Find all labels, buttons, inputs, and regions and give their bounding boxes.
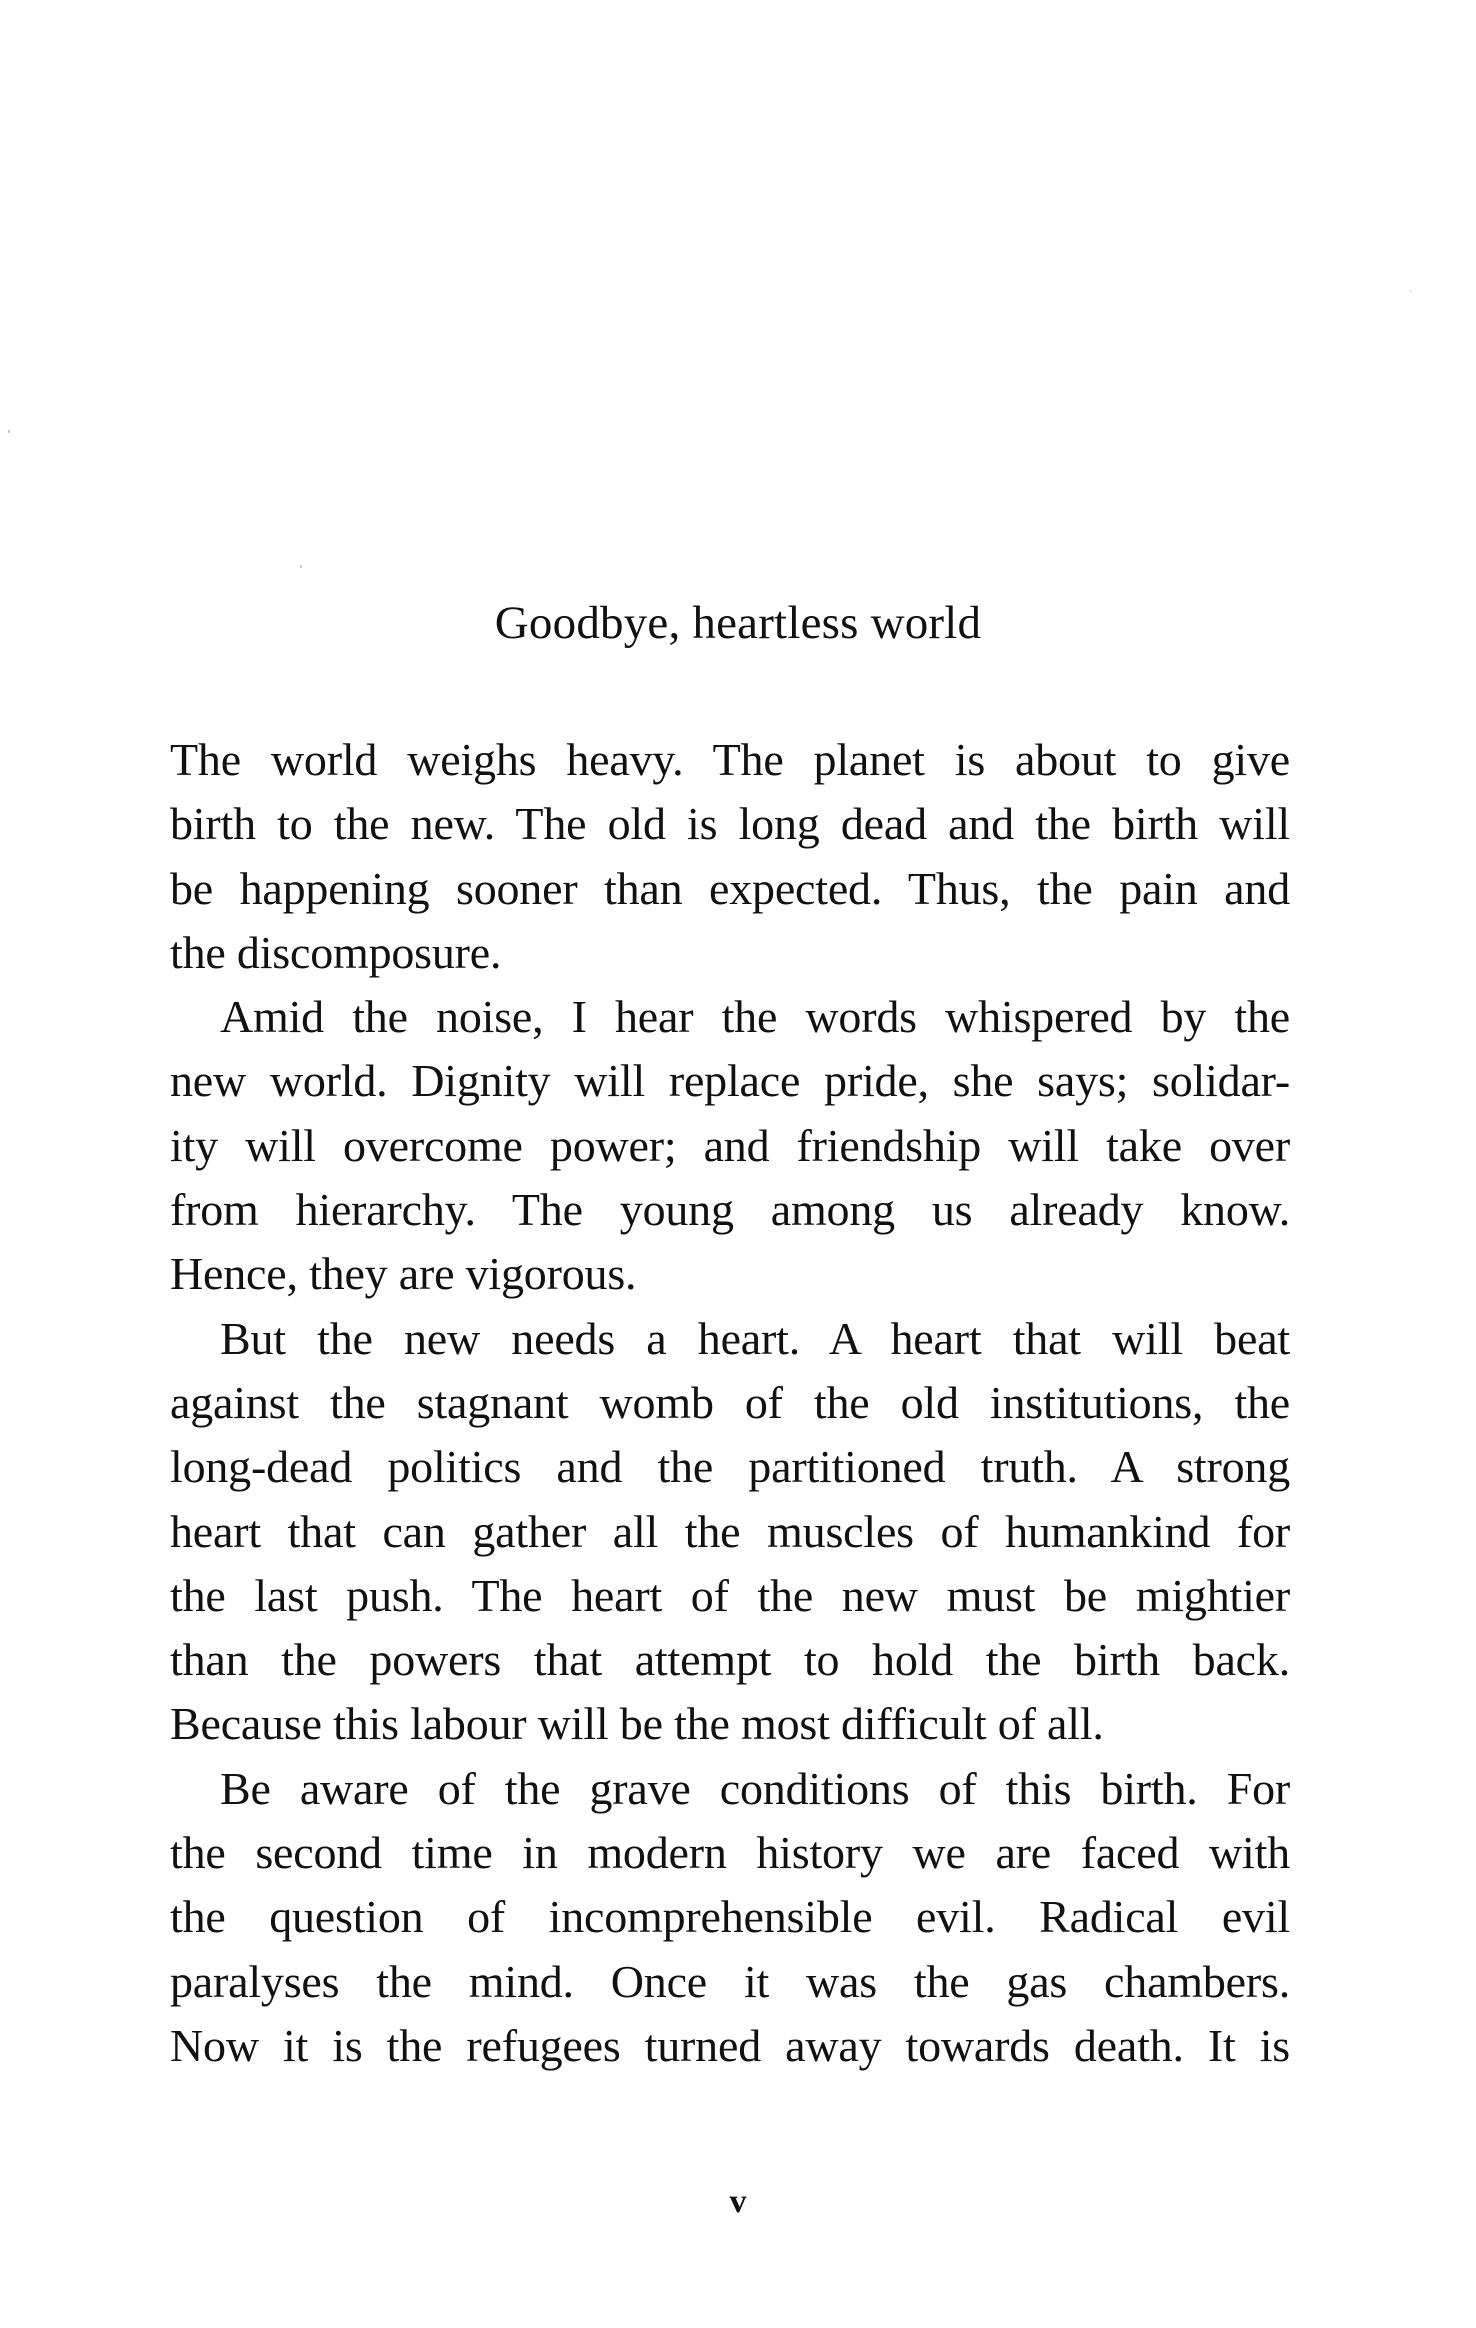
text-line: Because this labour will be the most difficult of all. (170, 1698, 1104, 1750)
text-line: new world. Dignity will replace pride, she says; solidar- (170, 1055, 1290, 1107)
page-number: v (729, 2183, 747, 2220)
scan-speck (1410, 290, 1412, 292)
body-text (170, 728, 1290, 2078)
text-line: long-dead politics and the partitioned truth. A strong (170, 1441, 1290, 1493)
text-line: paralyses the mind. Once it was the gas chambers. (170, 1955, 1290, 2007)
text-line: than the powers that attempt to hold the birth back. (170, 1634, 1290, 1686)
text-line: ity will overcome power; and friendship will take over (170, 1119, 1290, 1171)
paragraph-4 (170, 1757, 1290, 2078)
text-line: the discomposure. (170, 926, 502, 978)
scan-speck (8, 430, 10, 433)
text-line: The world weighs heavy. The planet is about to give (170, 734, 1290, 785)
text-line: Now it is the refugees turned away towards death. It is (170, 2019, 1290, 2071)
text-line: be happening sooner than expected. Thus, the pain and (170, 862, 1290, 914)
text-line: the second time in modern history we are faced with (170, 1827, 1290, 1879)
paragraph-2 (170, 985, 1290, 1306)
paragraph-1 (170, 728, 1290, 985)
text-line: against the stagnant womb of the old institutions, the (170, 1376, 1290, 1428)
text-line: from hierarchy. The young among us already know. (170, 1184, 1290, 1236)
text-line: But the new needs a heart. A heart that will beat (220, 1312, 1290, 1364)
text-line: Be aware of the grave conditions of this birth. For (220, 1762, 1290, 1814)
text-line: Amid the noise, I hear the words whispered by the (220, 991, 1290, 1043)
chapter-title: Goodbye, heartless world (494, 597, 982, 649)
text-line: birth to the new. The old is long dead and the birth will (170, 798, 1290, 850)
text-line: the question of incomprehensible evil. Radical evil (170, 1891, 1290, 1943)
text-line: Hence, they are vigorous. (170, 1248, 637, 1300)
text-line: heart that can gather all the muscles of humankind for (170, 1505, 1290, 1557)
scan-speck (300, 565, 302, 568)
text-line: the last push. The heart of the new must be mightier (170, 1569, 1290, 1621)
paragraph-3 (170, 1307, 1290, 1757)
